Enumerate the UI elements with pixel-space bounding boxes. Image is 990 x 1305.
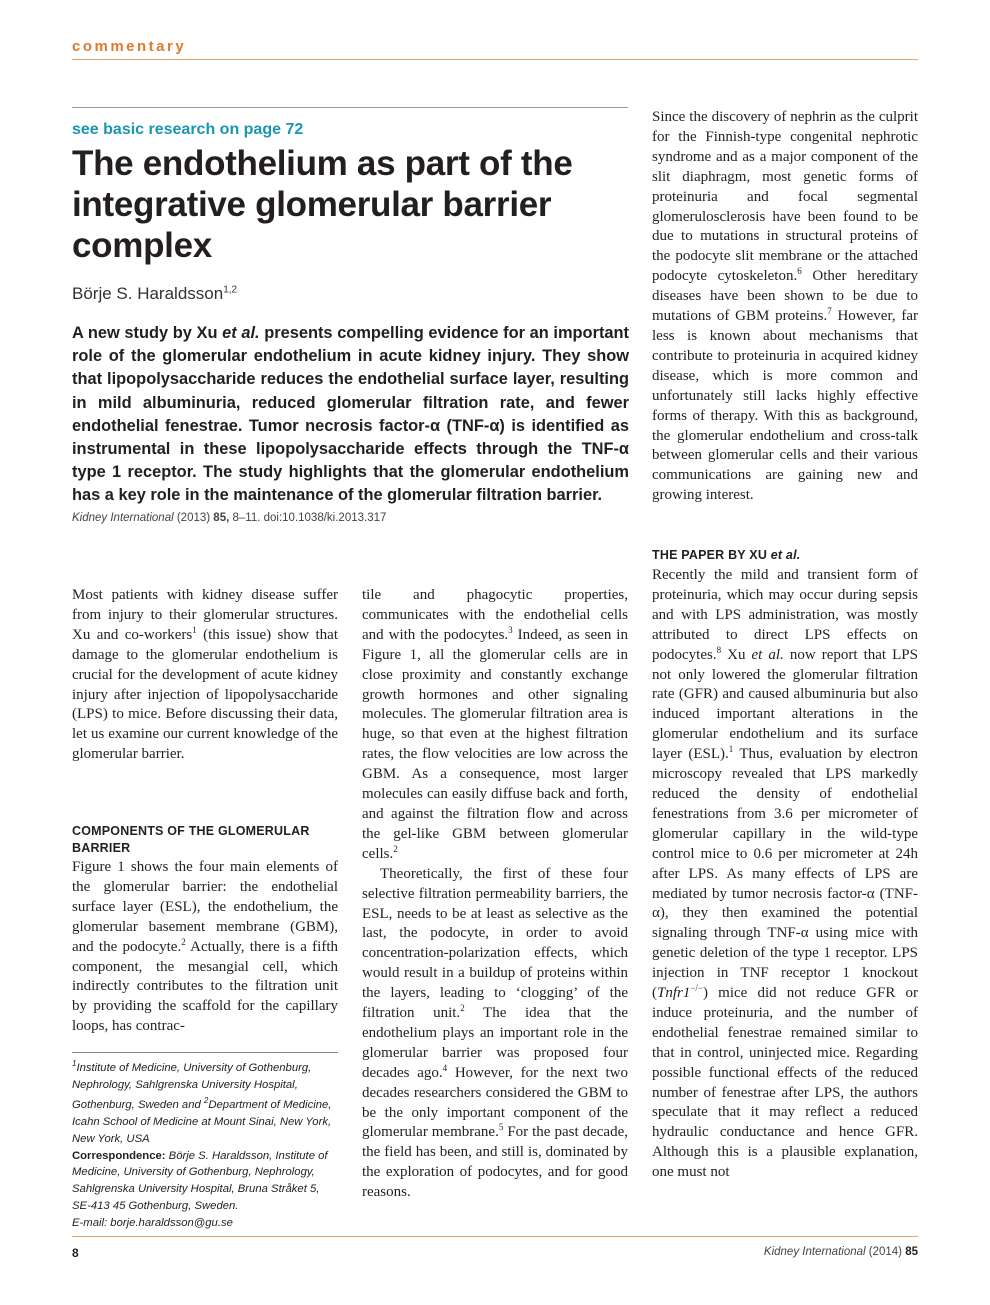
citation-pages-doi[interactable]: 8–11. doi:10.1038/ki.2013.317 <box>229 512 387 524</box>
affiliation-text: Department of Medicine, Icahn School of Medicine at Mount Sinai, New York, New York, USA <box>72 1099 332 1145</box>
section-heading-components: COMPONENTS OF THE GLOMERULAR BARRIER <box>72 824 310 855</box>
text-run: (this issue) show that damage to the glomerular endothelium is crucial for the development of acute kidney injury after injection of lipopolysaccharide (LPS) to mice. Before discussing their data, let us examine our current knowledge of the glomerular barrier. <box>72 626 338 763</box>
section-divider <box>72 59 918 60</box>
article-title: The endothelium as part of the integrative glomerular barrier complex <box>72 144 573 265</box>
text-run: Indeed, as seen in Figure 1, all the glomerular cells are in close proximity and constantly exchange growth hormones and other signaling molecules. The glomerular filtration area is huge, so that even at the highest filtration rates, the flow velocities are low across the GBM. As a consequence, most larger molecules can easily diffuse back and forth, and against the filtration flow and across the gel-like GBM between glomerular cells. <box>362 626 628 862</box>
body-column-1-continued <box>72 858 338 1037</box>
paragraph <box>362 586 628 865</box>
reference-mark[interactable]: 1 <box>728 744 734 755</box>
reference-mark[interactable]: 6 <box>797 266 802 277</box>
body-column-2 <box>362 586 628 1203</box>
body-column-3 <box>652 108 918 506</box>
email-link[interactable]: E-mail: borje.haraldsson@gu.se <box>72 1216 233 1229</box>
text-run: tile and phagocytic properties, communicates with the endothelial cells and with the podocytes. <box>362 587 628 643</box>
abstract-part-2: presents compelling evidence for an important role of the glomerular endothelium in acute kidney injury. They show that lipopolysaccharide reduces the endothelial surface layer, resulting in mild albuminuria, reduced glomerular filtration rate, and fewer endothelial fenestrae. Tumor necrosis factor-α (TNF-α) is identified as instrumental in these lipopolysaccharide effects through the TNF-α type 1 receptor. The study highlights that the glomerular endothelium has a key role in the maintenance of the glomerular filtration barrier. <box>72 324 629 505</box>
paragraph <box>652 108 918 506</box>
text-run: now report that LPS not only lowered the glomerular filtration rate (GFR) and caused albuminuria but also induced important alterations in the glomerular endothelium and its surface layer (ESL). <box>652 646 918 763</box>
text-run: Theoretically, the first of these four selective filtration permeability barriers, the ESL, needs to be at least as selective as the last, the podocyte, in order to avoid concentration-polarization effects, which would result in a buildup of proteins within the layers, leading to ‘clogging’ of the filtration unit. <box>362 865 628 1022</box>
title-divider <box>72 107 628 108</box>
body-column-1 <box>72 586 338 765</box>
paragraph <box>72 586 338 765</box>
citation-year: (2013) <box>173 512 214 524</box>
reference-mark[interactable]: 8 <box>716 644 722 655</box>
text-run: For the past decade, the field has been, and still is, dominated by the exploration of podocytes, and for good reasons. <box>362 1124 628 1201</box>
heading-text: THE PAPER BY XU <box>652 548 771 562</box>
abstract <box>72 322 629 508</box>
heading-etal: et al. <box>770 548 801 562</box>
footer-volume: 85 <box>905 1246 918 1258</box>
page-number: 8 <box>72 1246 79 1260</box>
text-run: Thus, evaluation by electron microscopy revealed that LPS markedly reduced the density of endothelial fenestrations from 3.6 per micrometer of glomerular capillary in the wild-type control mice to 0.6 per micrometer at 24h after LPS. As many effects of LPS are mediated by tumor necrosis factor-α (TNF-α), they then examined the potential signaling through TNF-α using mice with genetic deletion of the type 1 receptor. LPS injection in TNF receptor 1 knockout ( <box>652 746 918 1002</box>
section-label: commentary <box>72 38 187 55</box>
reference-mark[interactable]: 2 <box>460 1003 465 1014</box>
footnote-divider <box>72 1052 338 1053</box>
reference-mark[interactable]: 1 <box>192 624 197 635</box>
author-name: Börje S. Haraldsson <box>72 284 224 303</box>
citation <box>72 512 386 524</box>
body-column-3-continued <box>652 566 918 1183</box>
footer-year: (2014) <box>865 1246 906 1258</box>
paragraph <box>652 566 918 1183</box>
affiliation-footnote <box>72 1056 338 1232</box>
gene-name: Tnfr1 <box>657 985 691 1002</box>
footer-journal: Kidney International <box>763 1246 866 1258</box>
footnote-mark: 2 <box>203 1096 209 1106</box>
journal-footer <box>764 1246 918 1258</box>
see-basic-research-link[interactable]: see basic research on page 72 <box>72 121 304 138</box>
paragraph <box>362 865 628 1203</box>
reference-mark[interactable]: 7 <box>827 306 832 317</box>
text-run: Most patients with kidney disease suffer from injury to their glomerular structures. Xu and co-workers <box>72 587 338 643</box>
reference-mark[interactable]: 4 <box>442 1062 448 1073</box>
text-run: Xu <box>721 646 752 663</box>
text-run: ) mice did not reduce GFR or induce proteinuria, and the number of endothelial fenestrae remained similar to that in control, uninjected mice. Regarding possible functional effects of the reduced number of fenestrae after LPS, the authors speculate that it may reflect a reduced hydraulic conductance and hence GFR. Although this is a plausible explanation, one must not <box>652 985 918 1181</box>
genotype-mark: −/− <box>690 983 704 994</box>
text-run: Actually, there is a fifth component, the mesangial cell, which indirectly contributes to the filtration unit by providing the scaffold for the capillary loops, has contrac- <box>72 938 338 1035</box>
text-run: Figure 1 shows the four main elements of the glomerular barrier: the endothelial surface layer (ESL), the endothelium, the glomerular basement membrane (GBM), and the podocyte. <box>72 859 338 955</box>
citation-volume: 85, <box>213 512 230 524</box>
affiliation-text: Institute of Medicine, University of Gothenburg, Nephrology, Sahlgrenska University Hospital, Gothenburg, Sweden and <box>72 1061 312 1112</box>
section-heading-paper <box>652 548 800 562</box>
footnote-mark: 1 <box>72 1059 77 1068</box>
text-run: Since the discovery of nephrin as the culprit for the Finnish-type congenital nephrotic syndrome and as a major component of the slit diaphragm, most genetic forms of proteinuria and focal segmental glomerulosclerosis have been found to be due to mutations in structural proteins of the podocyte slit membrane or the attached podocyte cytoskeleton. <box>652 109 918 285</box>
reference-mark[interactable]: 5 <box>498 1122 504 1133</box>
correspondence-text: Börje S. Haraldsson, Institute of Medicine, University of Gothenburg, Nephrology, Sahlgrenska University Hospital, Bruna Stråket 5, SE-413 45 Gothenburg, Sweden. <box>72 1149 328 1212</box>
author-affiliation-marks: 1,2 <box>223 284 238 296</box>
reference-mark[interactable]: 3 <box>508 624 513 635</box>
text-run: The idea that the endothelium plays an important role in the glomerular barrier was proposed four decades ago. <box>362 1005 628 1081</box>
paragraph <box>72 858 338 1037</box>
correspondence-label: Correspondence: <box>72 1149 166 1162</box>
abstract-part-1: A new study by Xu <box>72 324 223 342</box>
reference-mark[interactable]: 2 <box>181 936 186 947</box>
abstract-etal: et al. <box>222 324 260 342</box>
reference-mark[interactable]: 2 <box>393 843 398 854</box>
text-run: Other hereditary diseases have been shown to be due to mutations of GBM proteins. <box>652 268 919 325</box>
text-run: Recently the mild and transient form of proteinuria, which may occur during sepsis and with LPS administration, was mostly attributed to direct LPS effects on podocytes. <box>652 567 918 663</box>
text-run: However, far less is known about mechanisms that contribute to proteinuria in acquired kidney disease, which is more common and unfortunately still lacks highly effective forms of therapy. With this as background, the glomerular endothelium and cross-talk between glomerular cells and their various communications are gaining new and growing interest. <box>652 308 918 504</box>
citation-journal: Kidney International <box>72 512 174 524</box>
etal: et al. <box>751 646 784 663</box>
text-run: However, for the next two decades researchers considered the GBM to be the only important component of the glomerular membrane. <box>362 1064 628 1141</box>
footer-divider <box>72 1236 918 1237</box>
author-line <box>72 284 237 304</box>
